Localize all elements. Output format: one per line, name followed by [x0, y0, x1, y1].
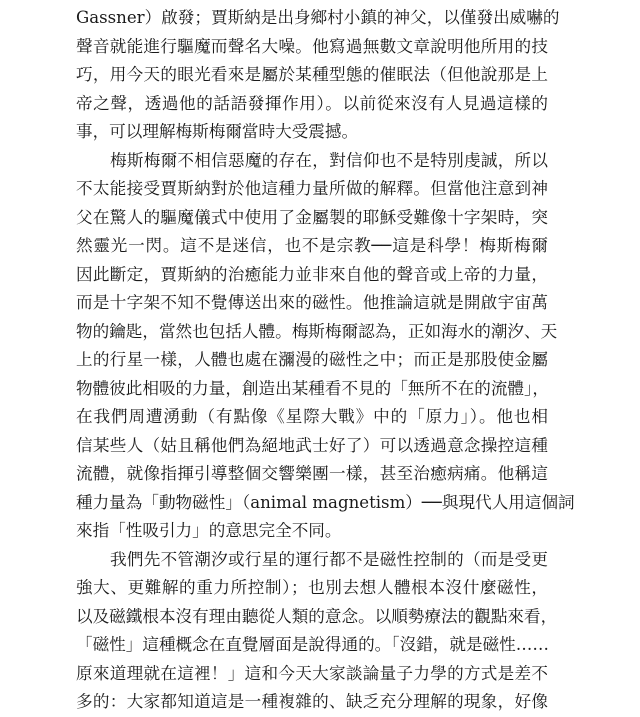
text-line: 而是十字架不知不覺傳送出來的磁性。他推論這就是開啟宇宙萬 [76, 293, 548, 312]
text-line: 事，可以理解梅斯梅爾當時大受震撼。 [76, 122, 359, 141]
text-line: 不太能接受賈斯納對於他這種力量所做的解釋。但當他注意到神 [76, 179, 548, 198]
text-line: 巧，用今天的眼光看來是屬於某種型態的催眠法（但他說那是上 [76, 65, 548, 84]
text-line: 我們先不管潮汐或行星的運行都不是磁性控制的（而是受更 [110, 549, 548, 569]
text-line: 流體，就像指揮引導整個交響樂團一樣，甚至治癒病痛。他稱這 [76, 464, 548, 483]
body-text [76, 4, 575, 717]
text-line: 因此斷定，賈斯納的治癒能力並非來自他的聲音或上帝的力量， [76, 264, 548, 284]
paragraph-2 [76, 147, 575, 546]
text-line: 以及磁鐵根本沒有理由聽從人類的意念。以順勢療法的觀點來看， [76, 606, 558, 626]
text-line: 原來道理就在這裡！」這和今天大家談論量子力學的方式是差不 [76, 663, 548, 683]
text-line: 梅斯梅爾不相信惡魔的存在，對信仰也不是特別虔誠，所以 [110, 150, 548, 170]
text-line: 種力量為「動物磁性」（animal magnetism）──與現代人用這個詞 [76, 492, 575, 512]
text-line: 物的鑰匙，當然也包括人體。梅斯梅爾認為，正如海水的潮汐、天 [76, 321, 558, 341]
text-line: 父在驚人的驅魔儀式中使用了金屬製的耶穌受難像十字架時，突 [76, 207, 548, 227]
text-line: 多的：大家都知道這是一種複雜的、缺乏充分理解的現象，好像 [76, 692, 548, 711]
text-line: 帝之聲，透過他的話語發揮作用）。以前從來沒有人見過這樣的 [76, 93, 548, 113]
text-line: 「磁性」這種概念在直覺層面是說得通的。「沒錯，就是磁性…… [76, 635, 549, 654]
text-line: 信某些人（姑且稱他們為絕地武士好了）可以透過意念操控這種 [76, 435, 548, 455]
text-line: 在我們周遭湧動（有點像《星際大戰》中的「原力」）。他也相 [76, 407, 548, 426]
text-line: 聲音就能進行驅魔而聲名大噪。他寫過無數文章說明他所用的技 [76, 36, 548, 56]
text-line: 強大、更難解的重力所控制）；也別去想人體根本沒什麼磁性， [76, 578, 548, 597]
text-line: 上的行星一樣，人體也處在瀰漫的磁性之中；而正是那股使金屬 [76, 350, 548, 369]
text-line: 來指「性吸引力」的意思完全不同。 [76, 521, 342, 540]
paragraph-3 [76, 546, 558, 717]
text-line: 物體彼此相吸的力量，創造出某種看不見的「無所不在的流體」， [76, 378, 549, 398]
text-line: Gassner）啟發；賈斯納是出身鄉村小鎮的神父，以僅發出威嚇的 [76, 8, 560, 27]
text-line: 然靈光一閃。這不是迷信，也不是宗教──這是科學！梅斯梅爾 [76, 236, 548, 255]
paragraph-1 [76, 4, 560, 147]
